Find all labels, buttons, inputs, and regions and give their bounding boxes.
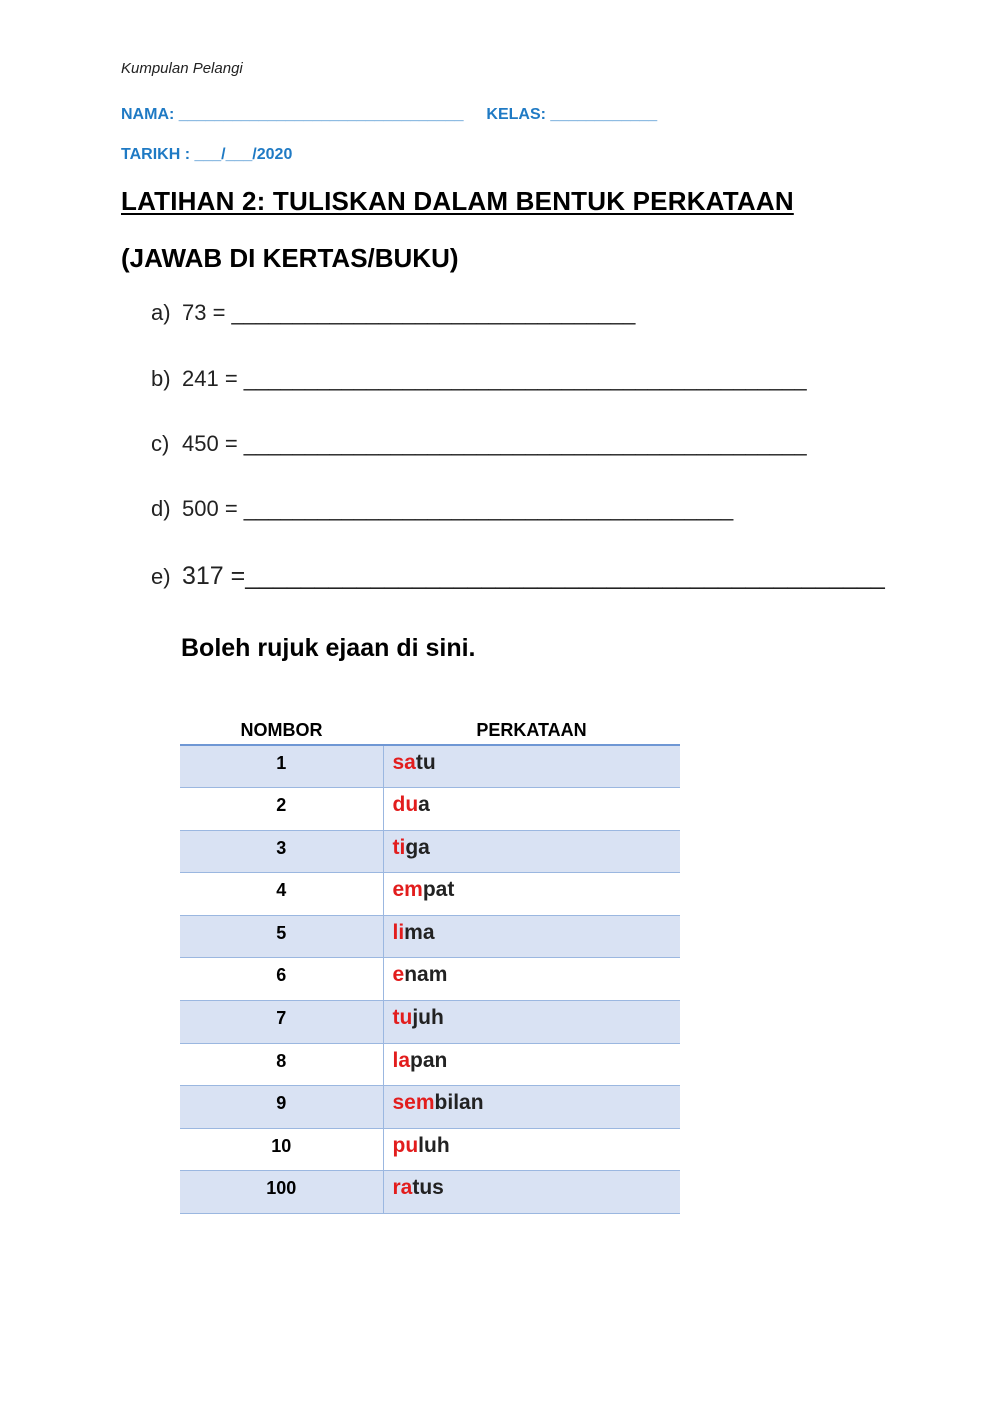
spelling-reference-table: [180, 744, 680, 1214]
word-syllable-highlight: tu: [392, 1006, 413, 1030]
table-row: [180, 915, 680, 958]
question-text: 241 = ______________________________________________: [182, 366, 807, 391]
word-syllable-highlight: li: [392, 920, 405, 944]
word-syllable-highlight: e: [392, 963, 405, 987]
word-syllable-rest: tus: [412, 1176, 444, 1200]
word-syllable-rest: pat: [422, 878, 455, 902]
table-row: [180, 1086, 680, 1129]
table-row: [180, 1128, 680, 1171]
word-syllable-rest: nam: [404, 963, 448, 987]
word-cell: [383, 873, 680, 916]
word-cell: [383, 1086, 680, 1129]
question-d: [151, 496, 733, 522]
word-syllable-rest: tu: [415, 751, 436, 774]
table-row: [180, 830, 680, 873]
word-cell: [383, 745, 680, 788]
name-class-row: [121, 106, 657, 124]
question-text: 500 = ________________________________________: [182, 496, 734, 521]
word-syllable-rest: juh: [412, 1006, 444, 1030]
number-cell: 7: [180, 1001, 383, 1044]
question-text: 317 =______________________________________________: [182, 562, 885, 590]
word-syllable-highlight: sem: [392, 1091, 435, 1115]
word-cell: [383, 1043, 680, 1086]
number-cell: 5: [180, 915, 383, 958]
question-b: [151, 366, 807, 392]
number-cell: 2: [180, 788, 383, 831]
table-row: [180, 1043, 680, 1086]
exercise-title: LATIHAN 2: TULISKAN DALAM BENTUK PERKATAAN: [121, 186, 794, 216]
word-cell: [383, 915, 680, 958]
question-e: [151, 562, 885, 591]
publisher-note: Kumpulan Pelangi: [121, 60, 243, 77]
number-cell: 100: [180, 1171, 383, 1214]
table-row: [180, 1171, 680, 1214]
number-cell: 6: [180, 958, 383, 1001]
reference-note: Boleh rujuk ejaan di sini.: [181, 634, 476, 662]
question-label: b): [151, 366, 171, 391]
table-row: [180, 788, 680, 831]
question-label: a): [151, 300, 171, 325]
number-cell: 9: [180, 1086, 383, 1129]
word-syllable-highlight: pu: [392, 1133, 419, 1157]
question-label: c): [151, 431, 170, 456]
word-syllable-highlight: em: [392, 878, 423, 902]
question-c: [151, 431, 807, 457]
table-header-word: PERKATAAN: [476, 720, 587, 740]
word-syllable-rest: bilan: [434, 1091, 484, 1115]
word-cell: [383, 830, 680, 873]
table-row: [180, 1001, 680, 1044]
word-syllable-highlight: sa: [392, 751, 416, 774]
date-field[interactable]: TARIKH : ___/___/2020: [121, 146, 293, 163]
question-label: e): [151, 564, 171, 589]
name-field[interactable]: NAMA: ________________________________: [121, 106, 464, 123]
question-text: 450 = ______________________________________________: [182, 431, 807, 456]
word-syllable-highlight: du: [392, 793, 419, 817]
table-row: [180, 873, 680, 916]
word-cell: [383, 1001, 680, 1044]
word-syllable-rest: pan: [410, 1048, 448, 1072]
table-row: [180, 745, 680, 788]
word-syllable-rest: luh: [418, 1133, 450, 1157]
question-text: 73 = _________________________________: [182, 300, 636, 325]
word-syllable-highlight: la: [392, 1048, 411, 1072]
word-cell: [383, 788, 680, 831]
number-cell: 4: [180, 873, 383, 916]
word-cell: [383, 1171, 680, 1214]
word-syllable-rest: ma: [404, 920, 435, 944]
number-cell: 8: [180, 1043, 383, 1086]
question-a: [151, 300, 635, 326]
table-header-number: NOMBOR: [240, 720, 323, 740]
word-syllable-highlight: ra: [392, 1176, 413, 1200]
table-row: [180, 958, 680, 1001]
question-label: d): [151, 496, 171, 521]
word-syllable-rest: a: [418, 793, 430, 817]
word-syllable-highlight: ti: [392, 835, 406, 859]
word-cell: [383, 958, 680, 1001]
number-cell: 10: [180, 1128, 383, 1171]
number-cell: 3: [180, 830, 383, 873]
number-cell: 1: [180, 745, 383, 788]
word-syllable-rest: ga: [405, 835, 430, 859]
exercise-instruction: (JAWAB DI KERTAS/BUKU): [121, 243, 459, 273]
word-cell: [383, 1128, 680, 1171]
class-field[interactable]: KELAS: ____________: [486, 106, 658, 123]
